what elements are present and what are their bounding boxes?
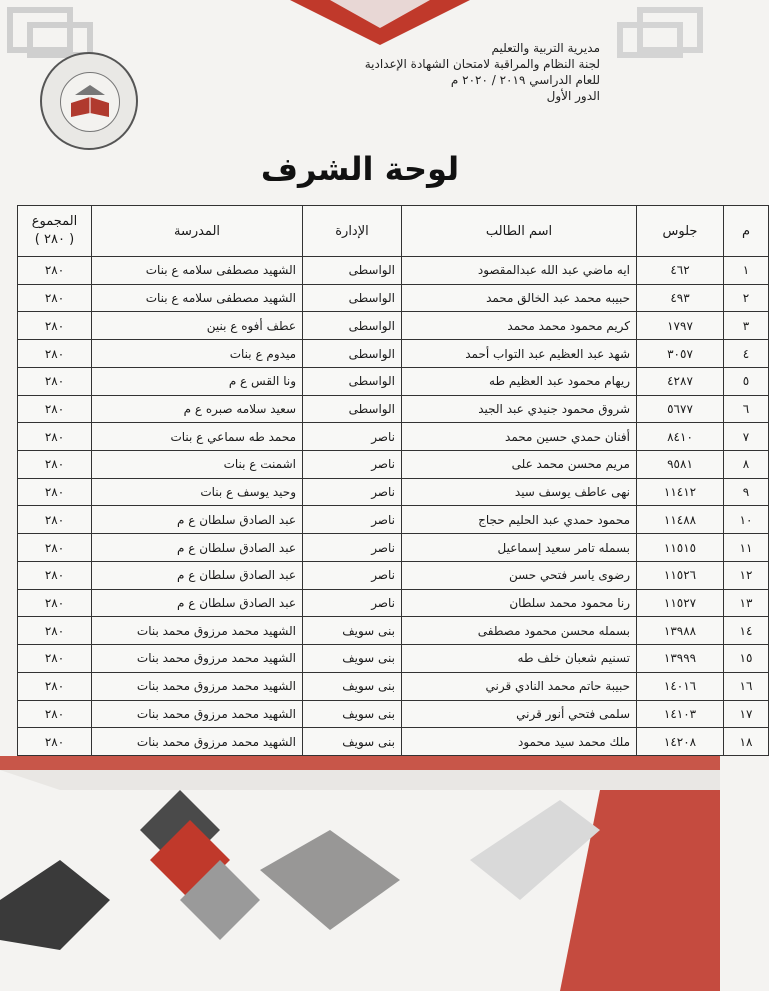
page-title: لوحة الشرف [260, 150, 460, 188]
cell-administration: ناصر [303, 589, 402, 617]
header-line-round: الدور الأول [546, 89, 600, 103]
top-left-lattice-ornament [10, 10, 90, 55]
cell-administration: الواسطى [303, 395, 402, 423]
cell-index: ١٥ [724, 645, 769, 673]
cell-seat-number: ٩٥٨١ [637, 451, 724, 479]
cell-student-name: حبيبة حاتم محمد النادي قرني [402, 672, 637, 700]
table-row [18, 312, 769, 340]
cell-school: محمد طه سماعي ع بنات [92, 423, 303, 451]
cell-seat-number: ١٤١٠٣ [637, 700, 724, 728]
cell-index: ١٧ [724, 700, 769, 728]
cell-total: ٢٨٠ [18, 284, 92, 312]
cell-index: ١٤ [724, 617, 769, 645]
table-row [18, 700, 769, 728]
cell-school: الشهيد محمد مرزوق محمد بنات [92, 645, 303, 673]
table-row [18, 728, 769, 756]
cell-seat-number: ٤٦٢ [637, 257, 724, 285]
cell-administration: الواسطى [303, 257, 402, 285]
cell-total: ٢٨٠ [18, 395, 92, 423]
cell-total: ٢٨٠ [18, 451, 92, 479]
cell-seat-number: ١٤٢٠٨ [637, 728, 724, 756]
cell-administration: بنى سويف [303, 645, 402, 673]
cell-student-name: أفنان حمدي حسين محمد [402, 423, 637, 451]
header-student-name: اسم الطالب [402, 206, 637, 257]
cell-school: اشمنت ع بنات [92, 451, 303, 479]
header-line-directorate: مديرية التربية والتعليم [491, 41, 600, 55]
cell-index: ٣ [724, 312, 769, 340]
cell-student-name: كريم محمود محمد محمد [402, 312, 637, 340]
table-row [18, 395, 769, 423]
table-row [18, 506, 769, 534]
cell-index: ١ [724, 257, 769, 285]
cell-seat-number: ٣٠٥٧ [637, 340, 724, 368]
bottom-red-band [0, 756, 720, 770]
cell-total: ٢٨٠ [18, 617, 92, 645]
cell-student-name: شهد عبد العظيم عبد التواب أحمد [402, 340, 637, 368]
cell-total: ٢٨٠ [18, 312, 92, 340]
bottom-left-dark-ornament [0, 860, 110, 950]
cell-index: ٩ [724, 478, 769, 506]
cell-administration: ناصر [303, 451, 402, 479]
header-total-max: ( ٢٨٠ ) [34, 232, 75, 247]
top-red-ornament [290, 0, 470, 45]
cell-seat-number: ١١٥٢٧ [637, 589, 724, 617]
cell-total: ٢٨٠ [18, 340, 92, 368]
cell-student-name: رضوى ياسر فتحي حسن [402, 561, 637, 589]
cell-total: ٢٨٠ [18, 672, 92, 700]
cell-administration: ناصر [303, 534, 402, 562]
cell-administration: ناصر [303, 506, 402, 534]
cell-index: ١١ [724, 534, 769, 562]
cell-total: ٢٨٠ [18, 478, 92, 506]
table-row [18, 478, 769, 506]
top-right-lattice-ornament [620, 10, 700, 55]
document-header [240, 40, 600, 104]
gray-diamond-ornament [180, 860, 260, 940]
cell-seat-number: ١٣٩٨٨ [637, 617, 724, 645]
cell-total: ٢٨٠ [18, 700, 92, 728]
table-row [18, 451, 769, 479]
table-row [18, 617, 769, 645]
logo-emblem [60, 72, 120, 132]
cell-seat-number: ١١٥١٥ [637, 534, 724, 562]
top-inner-ornament [330, 0, 430, 28]
ministry-logo [40, 52, 138, 150]
cell-student-name: رنا محمود محمد سلطان [402, 589, 637, 617]
cell-index: ٥ [724, 367, 769, 395]
cell-seat-number: ٤٢٨٧ [637, 367, 724, 395]
header-administration: الإدارة [303, 206, 402, 257]
table-row [18, 561, 769, 589]
center-gray-ornament [260, 830, 400, 930]
cell-student-name: ملك محمد سيد محمود [402, 728, 637, 756]
cell-total: ٢٨٠ [18, 645, 92, 673]
header-line-committee: لجنة النظام والمراقبة لامتحان الشهادة الإعدادية [364, 57, 600, 71]
cell-total: ٢٨٠ [18, 728, 92, 756]
cell-administration: ناصر [303, 561, 402, 589]
table-row [18, 340, 769, 368]
table-row [18, 645, 769, 673]
cell-school: ميدوم ع بنات [92, 340, 303, 368]
table-row [18, 534, 769, 562]
cell-index: ١٠ [724, 506, 769, 534]
table-header-row [18, 206, 769, 257]
cell-school: الشهيد مصطفى سلامه ع بنات [92, 257, 303, 285]
cell-school: ونا القس ع م [92, 367, 303, 395]
cell-index: ٨ [724, 451, 769, 479]
bottom-right-red-block [560, 790, 720, 991]
cell-school: وحيد يوسف ع بنات [92, 478, 303, 506]
cell-school: عبد الصادق سلطان ع م [92, 534, 303, 562]
cell-administration: الواسطى [303, 312, 402, 340]
cell-total: ٢٨٠ [18, 257, 92, 285]
cell-administration: ناصر [303, 423, 402, 451]
cell-index: ٤ [724, 340, 769, 368]
cell-index: ٧ [724, 423, 769, 451]
cell-student-name: شروق محمود جنيدي عبد الجيد [402, 395, 637, 423]
cell-total: ٢٨٠ [18, 561, 92, 589]
cell-total: ٢٨٠ [18, 367, 92, 395]
cell-student-name: تسنيم شعبان خلف طه [402, 645, 637, 673]
cell-administration: الواسطى [303, 340, 402, 368]
cell-school: عبد الصادق سلطان ع م [92, 561, 303, 589]
header-index: م [724, 206, 769, 257]
cell-student-name: حبيبه محمد عبد الخالق محمد [402, 284, 637, 312]
cell-total: ٢٨٠ [18, 589, 92, 617]
cell-student-name: سلمى فتحي أنور قرني [402, 700, 637, 728]
table-row [18, 257, 769, 285]
header-total [18, 206, 92, 257]
cell-seat-number: ١٤٠١٦ [637, 672, 724, 700]
cell-index: ٦ [724, 395, 769, 423]
header-seat: جلوس [637, 206, 724, 257]
cell-administration: الواسطى [303, 367, 402, 395]
cell-school: الشهيد محمد مرزوق محمد بنات [92, 700, 303, 728]
cell-student-name: محمود حمدي عبد الحليم حجاج [402, 506, 637, 534]
cell-school: عطف أفوه ع بنين [92, 312, 303, 340]
cell-administration: بنى سويف [303, 672, 402, 700]
cell-school: عبد الصادق سلطان ع م [92, 506, 303, 534]
cell-index: ٢ [724, 284, 769, 312]
cell-student-name: نهى عاطف يوسف سيد [402, 478, 637, 506]
cell-seat-number: ٥٦٧٧ [637, 395, 724, 423]
bottom-gray-lattice [470, 800, 600, 900]
cell-seat-number: ١٣٩٩٩ [637, 645, 724, 673]
cell-administration: الواسطى [303, 284, 402, 312]
cell-student-name: ايه ماضي عبد الله عبدالمقصود [402, 257, 637, 285]
table-row [18, 589, 769, 617]
cell-administration: بنى سويف [303, 617, 402, 645]
cell-student-name: ريهام محمود عبد العظيم طه [402, 367, 637, 395]
cell-administration: ناصر [303, 478, 402, 506]
cell-seat-number: ٨٤١٠ [637, 423, 724, 451]
cell-school: الشهيد محمد مرزوق محمد بنات [92, 672, 303, 700]
table-row [18, 284, 769, 312]
table-row [18, 672, 769, 700]
cell-student-name: بسمله محسن محمود مصطفى [402, 617, 637, 645]
cell-seat-number: ١١٤٨٨ [637, 506, 724, 534]
cell-administration: بنى سويف [303, 700, 402, 728]
cell-seat-number: ١١٤١٢ [637, 478, 724, 506]
cell-school: الشهيد محمد مرزوق محمد بنات [92, 617, 303, 645]
bottom-light-band [0, 770, 720, 790]
cell-index: ١٨ [724, 728, 769, 756]
cell-school: الشهيد محمد مرزوق محمد بنات [92, 728, 303, 756]
cell-total: ٢٨٠ [18, 534, 92, 562]
cell-seat-number: ١٧٩٧ [637, 312, 724, 340]
header-school: المدرسة [92, 206, 303, 257]
cell-school: عبد الصادق سلطان ع م [92, 589, 303, 617]
dark-diamond-ornament [140, 790, 220, 870]
cell-index: ١٢ [724, 561, 769, 589]
cell-seat-number: ١١٥٢٦ [637, 561, 724, 589]
cell-school: سعيد سلامه صبره ع م [92, 395, 303, 423]
cell-student-name: بسمله تامر سعيد إسماعيل [402, 534, 637, 562]
header-total-label: المجموع [31, 214, 78, 229]
header-line-year: للعام الدراسي ٢٠١٩ / ٢٠٢٠ م [450, 73, 600, 87]
cell-seat-number: ٤٩٣ [637, 284, 724, 312]
table-row [18, 367, 769, 395]
cell-index: ١٦ [724, 672, 769, 700]
cell-administration: بنى سويف [303, 728, 402, 756]
cell-total: ٢٨٠ [18, 506, 92, 534]
cell-school: الشهيد مصطفى سلامه ع بنات [92, 284, 303, 312]
honor-roll-table [17, 205, 769, 756]
red-diamond-ornament [150, 820, 230, 900]
table-row [18, 423, 769, 451]
cell-student-name: مريم محسن محمد على [402, 451, 637, 479]
cell-total: ٢٨٠ [18, 423, 92, 451]
cell-index: ١٣ [724, 589, 769, 617]
book-icon [61, 73, 119, 131]
